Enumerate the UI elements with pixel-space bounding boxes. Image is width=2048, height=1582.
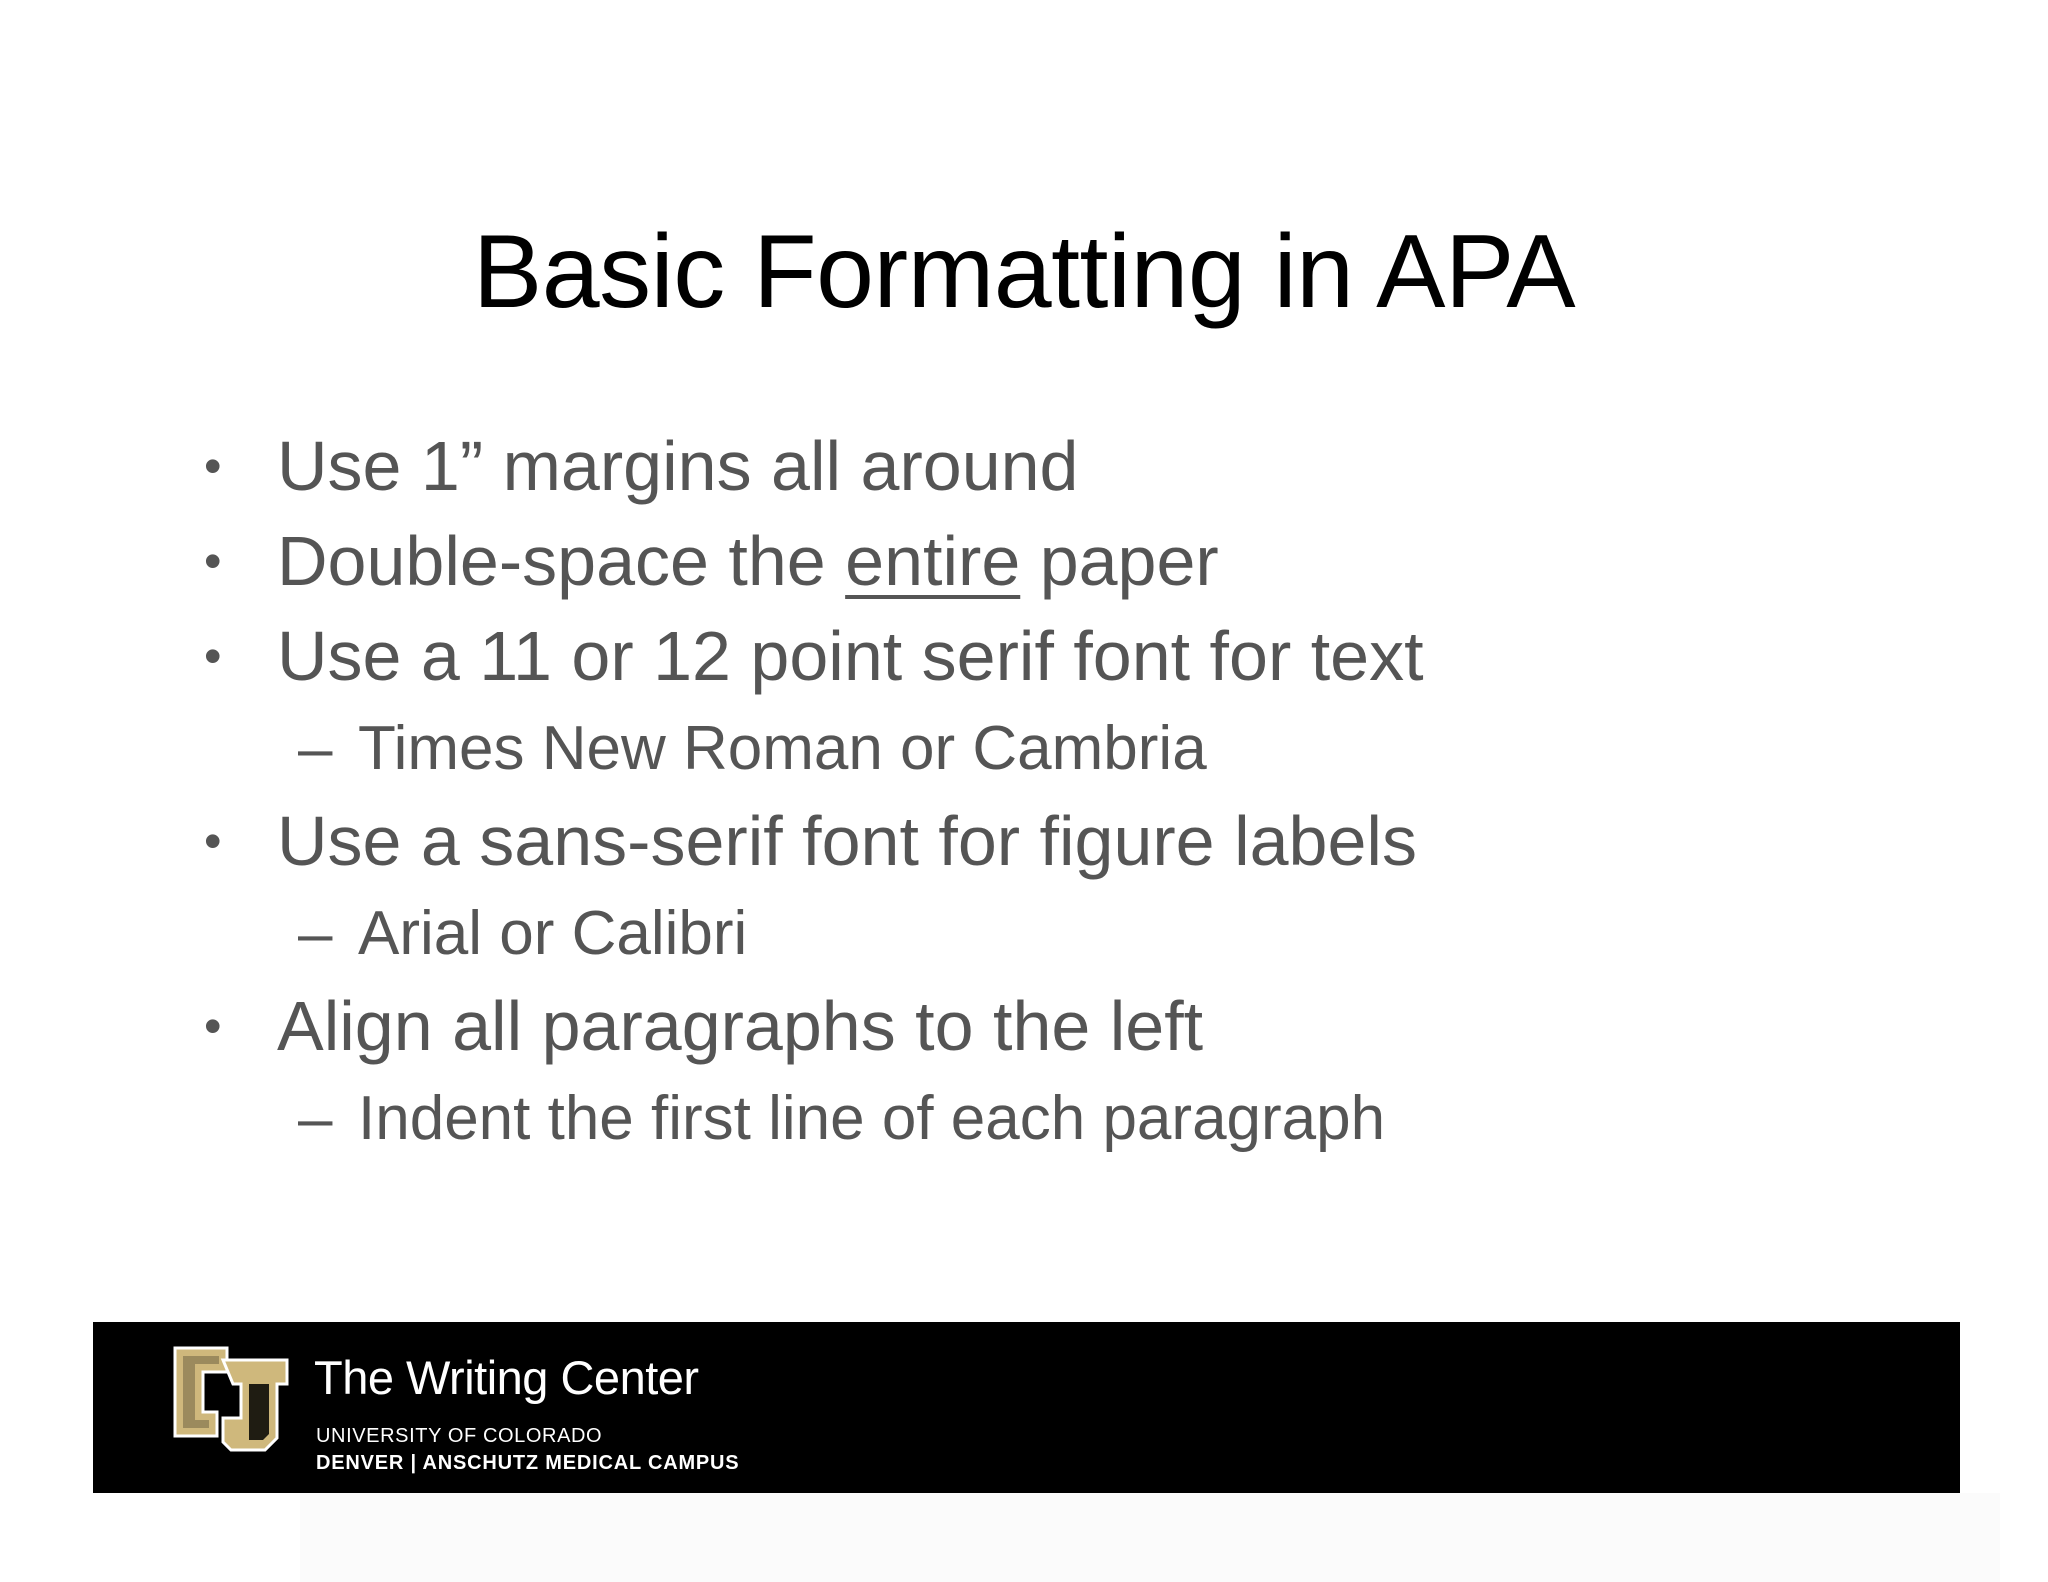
sub-bullet-item — [298, 1083, 1386, 1155]
cu-logo-icon — [169, 1338, 293, 1454]
sub-bullet-item — [298, 898, 748, 970]
bullet-text: Use 1” margins all around — [277, 427, 1079, 505]
bullet-text-underlined: entire — [845, 522, 1021, 600]
sub-bullet-item — [298, 713, 1207, 785]
sub-bullet-marker: – — [298, 1084, 333, 1153]
bullet-item — [204, 521, 1219, 601]
bullet-item — [204, 986, 1204, 1066]
bullet-item — [204, 426, 1079, 506]
sub-bullet-text: Arial or Calibri — [358, 899, 748, 968]
bullet-marker: • — [204, 438, 222, 494]
bullet-item — [204, 801, 1417, 881]
org-university: UNIVERSITY OF COLORADO — [316, 1425, 603, 1447]
bullet-text: Use a sans-serif font for figure labels — [277, 802, 1417, 880]
sub-bullet-text: Indent the first line of each paragraph — [358, 1084, 1386, 1153]
bullet-marker: • — [204, 813, 222, 869]
bottom-shade — [300, 1493, 2000, 1582]
bullet-text-before: Double-space the — [277, 522, 846, 600]
bullet-item — [204, 616, 1424, 696]
sub-bullet-text: Times New Roman or Cambria — [358, 714, 1207, 783]
org-campus: DENVER | ANSCHUTZ MEDICAL CAMPUS — [316, 1452, 740, 1474]
slide-title: Basic Formatting in APA — [472, 214, 1576, 330]
bullet-marker: • — [204, 533, 222, 589]
bullet-text-after: paper — [1020, 522, 1219, 600]
bullet-text: Use a 11 or 12 point serif font for text — [277, 617, 1424, 695]
footer-bar — [93, 1322, 1960, 1493]
bullet-marker: • — [204, 998, 222, 1054]
sub-bullet-marker: – — [298, 714, 333, 783]
sub-bullet-marker: – — [298, 899, 333, 968]
bullet-text: Align all paragraphs to the left — [277, 987, 1204, 1065]
bullet-marker: • — [204, 628, 222, 684]
org-name: The Writing Center — [314, 1351, 699, 1404]
